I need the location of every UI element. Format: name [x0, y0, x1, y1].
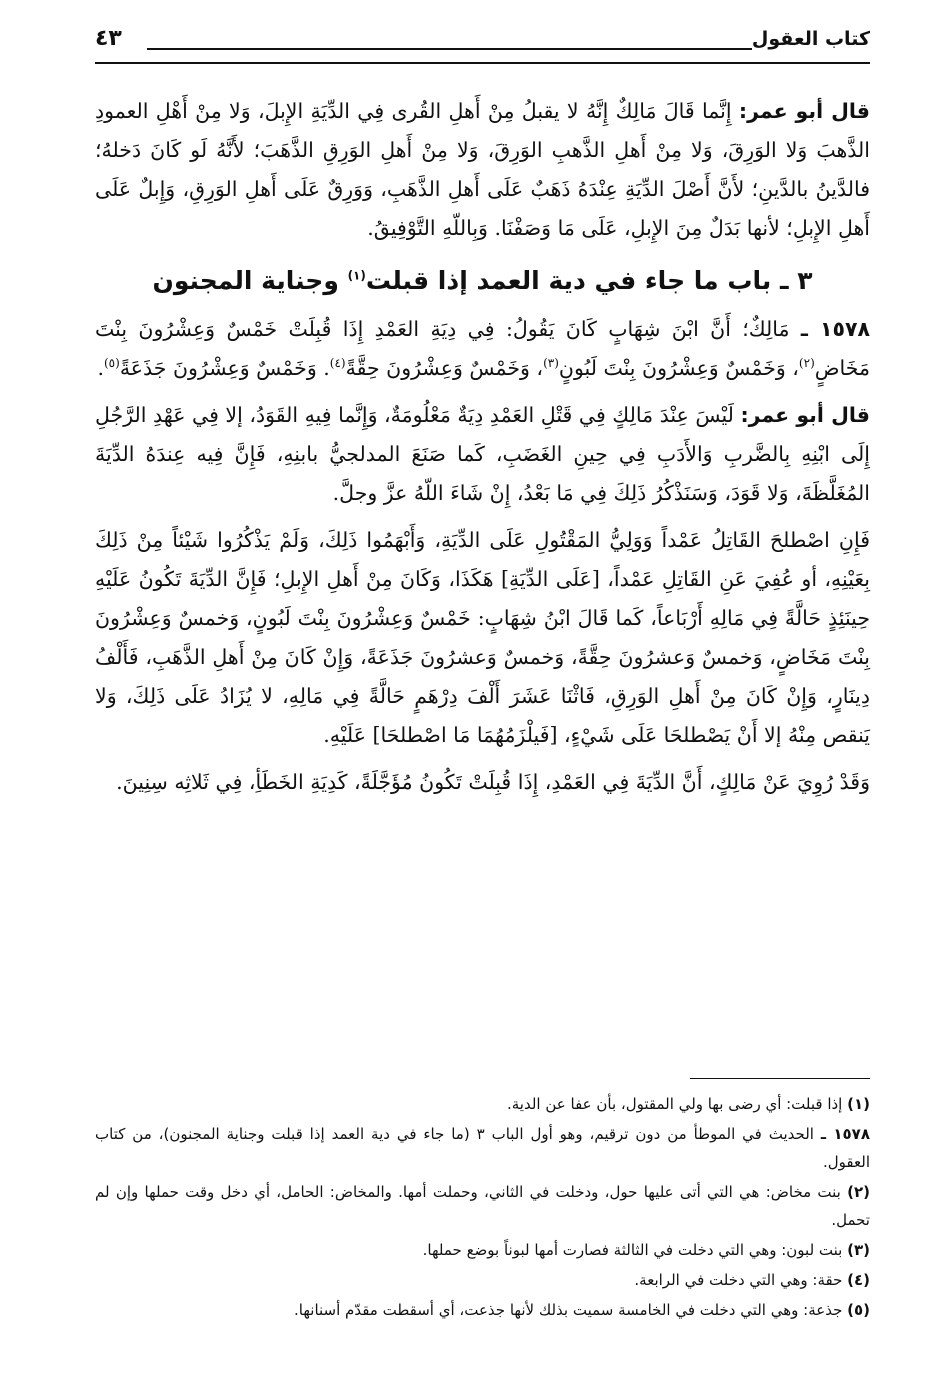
page-header — [95, 26, 870, 66]
footnote-text: بنت لبون: وهي التي دخلت في الثالثة فصارت أمها لبوناً بوضع حملها. — [422, 1241, 848, 1259]
paragraph-text: مَالِكٌ؛ أَنَّ ابْنَ شِهَابٍ كَانَ يَقُولُ: فِي دِيَةِ العَمْدِ إِذَا قُبِلَتْ خَمْسٌ وَعِشْرُونَ بِنْتَ مَخَاضٍ — [95, 317, 870, 380]
footnote-text: الحديث في الموطأ من دون ترقيم، وهو أول الباب ٣ (ما جاء في دية العمد إذا قبلت وجناية المجنون)، من كتاب العقول. — [95, 1125, 870, 1171]
footnote-ref: (٢) — [798, 356, 815, 371]
footnote-ref: (٤) — [329, 356, 346, 371]
running-title: كتاب العقول — [751, 28, 870, 50]
footnote-ref: (٣) — [543, 356, 559, 371]
footnote-number: ١٥٧٨ ـ — [820, 1125, 870, 1143]
footnote-number: (٣) — [847, 1241, 870, 1259]
footnote — [95, 1120, 870, 1176]
footnote — [95, 1090, 870, 1118]
paragraph-text: ، وَخَمْسٌ وَعِشْرُونَ بِنْتَ لَبُونٍ — [558, 356, 799, 380]
footnote-text: جذعة: وهي التي دخلت في الخامسة سميت بذلك لأنها جذعت، أي أسقطت مقدّم أسنانها. — [294, 1301, 848, 1319]
footnote-text: حقة: وهي التي دخلت في الرابعة. — [634, 1271, 848, 1289]
chapter-heading — [95, 256, 870, 306]
footnote — [95, 1296, 870, 1324]
page-number: ٤٣ — [95, 26, 122, 51]
paragraph-text: إِنَّما قَالَ مَالِكٌ إِنَّهُ لا يقبلُ مِنْ أَهلِ القُرى فِي الدِّيَةِ الإِبلَ، وَلا مِنْ أَهْلِ العمودِ الذَّهبَ وَلا الوَرِقَ، وَلا مِنْ أَهلِ الذَّهبِ الوَرِقَ، وَلا مِنْ أَهلِ الوَرِقِ الذَّهَبَ؛ لأَنَّهُ لَو كَانَ دَخلهُ؛ فالدَّينُ بالدَّينِ؛ لأَنَّ أَصْلَ الدِّيَةِ عِنْدَهُ ذَهَبٌ عَلَى أَهلِ الذَّهَبِ، وَوَرِقٌ عَلَى أَهلِ الوَرِقِ، وَإِبلٌ عَلَى أَهلِ الإِبلِ؛ لأنها بَدَلٌ مِنَ الإِبلِ، عَلَى مَا وَصَفْنَا. وَبِاللّهِ التَّوْفِيقُ. — [95, 99, 870, 240]
footnote-number: (٥) — [847, 1301, 870, 1319]
footnote — [95, 1178, 870, 1234]
footnote-text: بنت مخاض: هي التي أتى عليها حول، ودخلت في الثاني، وحملت أمها. والمخاض: الحامل، أي دخل وقت حملها وإن لم تحمل. — [95, 1183, 870, 1229]
speaker-label: قال أبو عمر: — [738, 99, 870, 123]
footnote — [95, 1266, 870, 1294]
paragraph-text: . وَخَمْسٌ وَعِشْرُونَ جَذَعَةً — [119, 356, 330, 380]
footnotes — [95, 1090, 870, 1326]
paragraph-text: ، وَخَمْسٌ وَعِشْرُونَ حِقَّةً — [345, 356, 544, 380]
footnote-rule — [690, 1078, 870, 1079]
main-text — [95, 92, 870, 810]
hadith-number: ١٥٧٨ ـ — [800, 317, 870, 341]
paragraph-text: . — [97, 356, 104, 380]
footnote-number: (٢) — [847, 1183, 870, 1201]
chapter-title-end: وجناية المجنون — [152, 266, 348, 295]
header-rule — [95, 62, 870, 64]
footnote-number: (٤) — [847, 1271, 870, 1289]
paragraph-5: وَقَدْ رُوِيَ عَنْ مَالِكٍ، أَنَّ الدِّيَةَ فِي العَمْدِ، إِذَا قُبِلَتْ تَكُونُ مُؤَجَّلَةً، كَدِيَةِ الخَطَأِ، فِي ثَلاثِه سِنِينَ. — [116, 770, 870, 794]
paragraph-2 — [95, 310, 870, 388]
footnote-ref: (٥) — [103, 356, 120, 371]
paragraph-4: فَإِنِ اصْطلحَ القَاتِلُ عَمْداً وَوَلِيُّ المَقْتُولِ عَلَى الدِّيَةِ، وَأَبْهَمُوا ذَلِكَ، وَلَمْ يَذْكُرُوا شَيْئاً مِنْ ذَلِكَ بِعَيْنِهِ، أو عُفِيَ عَنِ القَاتِلِ عَمْداً، [عَلَى الدِّيَةِ] هَكَذَا، وَكَانَ مِنْ أَهلِ الإِبلِ؛ فَإِنَّ الدِّيَةَ تَكُونُ عَلَيْهِ حِينَئِذٍ حَالَّةً فِي مَالِهِ أَرْبَاعاً، كَما قَالَ ابْنُ شِهَابٍ: خَمْسٌ وَعِشْرُونَ بِنْتَ لَبُونٍ، وَخمسٌ وَعِشْرُونَ بِنْتَ مَخَاضٍ، وَخمسٌ وَعشرُونَ حِقَّةً، وَخمسٌ وَعشرُونَ جَذَعَةً، وَإِنْ كَانَ مِنْ أَهلِ الذَّهَبِ، فَأَلْفُ دِينَارٍ، وَإِنْ كَانَ مِنْ أَهلِ الوَرِقِ، فَاثْنَا عَشَرَ أَلْفَ دِرْهَمٍ حَالَّةً فِي مَالِهِ، لا يُزَادُ عَلَى ذَلِكَ، وَلا يَنقص مِنْهُ إلا أَنْ يَصْطلحَا عَلَى شَيْءٍ، [فَيلْزَمُهُمَا مَا اصْطلحَا] عَلَيْهِ. — [95, 528, 870, 747]
footnote-number: (١) — [847, 1095, 870, 1113]
chapter-title: ٣ ـ باب ما جاء في دية العمد إذا قبلت — [365, 266, 813, 295]
footnote-text: إذا قبلت: أي رضى بها ولي المقتول، بأن عفا عن الدية. — [507, 1095, 848, 1113]
speaker-label: قال أبو عمر: — [740, 403, 870, 427]
paragraph-text: لَيْسَ عِنْدَ مَالِكٍ فِي قَتْلِ العَمْدِ دِيَةٌ مَعْلُومَةٌ، وَإِنَّما فِيهِ القَوَدُ، إلا فِي عَهْدِ الرَّجُلِ إِلَى ابْنِهِ بِالضَّربِ وَالأَدَبِ فِي حِينِ الغَضَبِ، كَما صَنَعَ المدلجيُّ بابنِهِ، فَإِنَّ فِيه عِندَهُ الدِّيَةَ المُغَلَّظَةَ، وَلا قَوَدَ، وَسَنَذْكُرُ ذَلِكَ فِي مَا بَعْدُ، إِنْ شَاءَ اللّهُ عزَّ وجلَّ. — [95, 403, 870, 505]
paragraph-3 — [95, 396, 870, 513]
paragraph-1 — [95, 92, 870, 248]
footnote-ref: (١) — [347, 268, 366, 283]
header-line — [147, 48, 752, 50]
footnote — [95, 1236, 870, 1264]
